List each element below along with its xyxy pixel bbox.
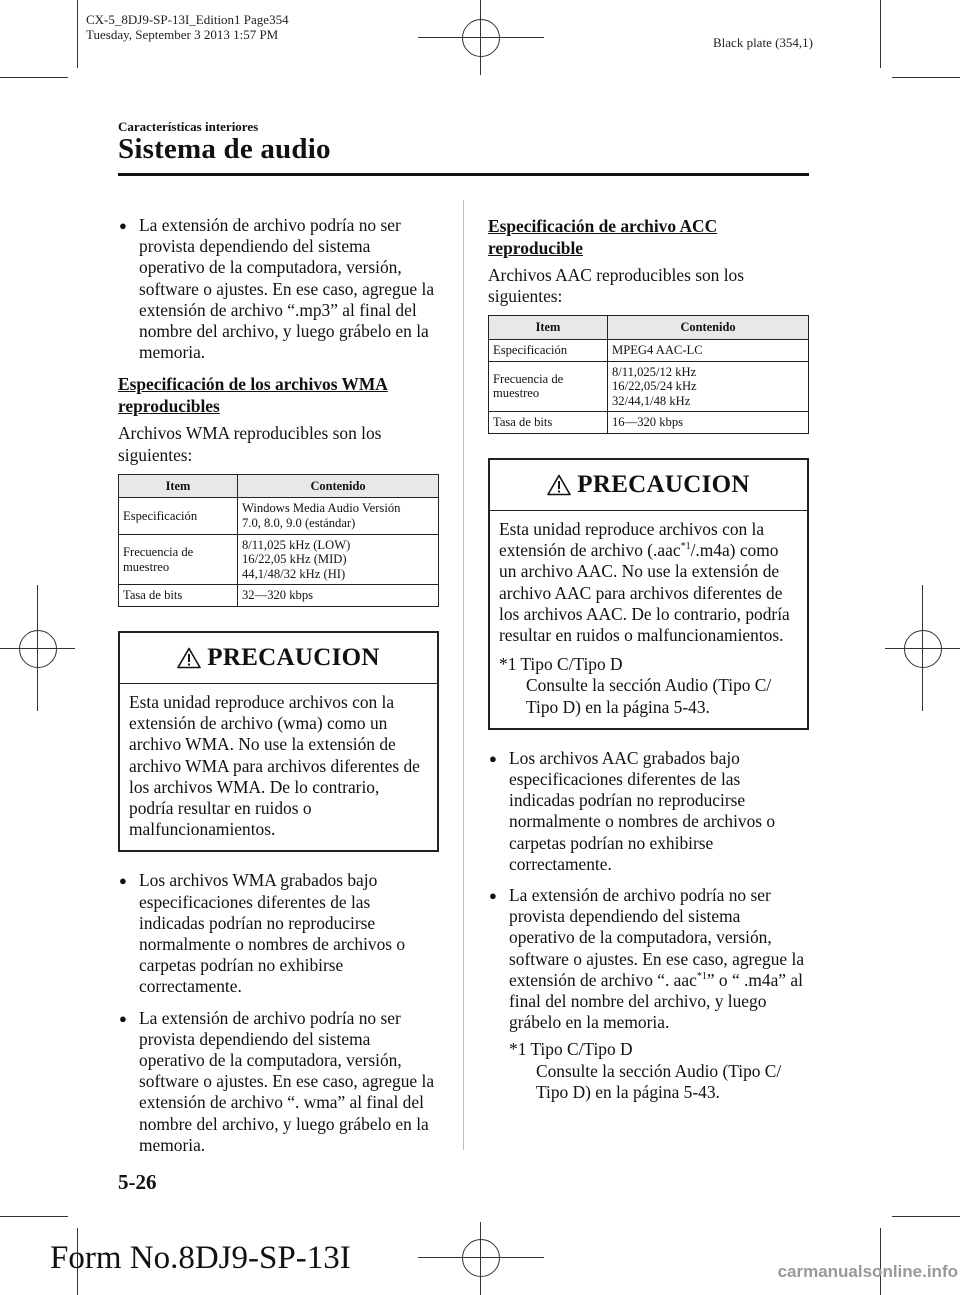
aac-spec-table [488,315,809,434]
crop-mark [892,1216,960,1217]
crop-mark [77,0,78,68]
section-category: Características interiores [118,119,259,134]
warning-triangle-icon [547,474,571,496]
bullet-text: La extensión de archivo podría no ser provista dependiendo del sistema operativo de la computadora, versión, software o ajustes. En ese caso, agregue la extensión de archivo “. wma” al final del nombre del archivo, y luego grábelo en la memoria. [139,1007,435,1155]
column-header-item: Item [119,474,238,498]
list-item [488,885,809,1103]
right-column [488,215,809,1113]
cell-line: 44,1/48/32 kHz (HI) [242,566,346,581]
cell-line: 16/22,05 kHz (MID) [242,552,347,567]
page-title: Sistema de audio [118,133,331,165]
watermark: carmanualsonline.info [777,1262,958,1281]
bullet-text: Los archivos AAC grabados bajo especificaciones diferentes de las indicadas podrían no reproducirse normalmente o nombres de archivos o carpetas podrían no exhibirse correctamente. [509,747,776,874]
column-header-item: Item [489,316,608,340]
footnote [499,654,797,718]
table-cell-content [608,361,809,412]
table-row [489,412,809,434]
caution-box [488,458,809,730]
footnote-reference: Consulte la sección Audio (Tipo C/ Tipo D) en la página 5-43. [526,675,772,717]
table-cell-item: Tasa de bits [119,585,238,607]
cell-line: Windows Media Audio Versión [242,501,401,516]
table-cell-content [238,585,439,607]
caution-header [490,460,807,511]
column-header-content: Contenido [608,316,809,340]
table-cell-item: Frecuencia de muestreo [489,361,608,412]
column-header-content: Contenido [238,474,439,498]
list-item [118,1008,439,1156]
warning-triangle-icon [177,647,201,669]
table-cell-content [608,412,809,434]
print-file-line: CX-5_8DJ9-SP-13I_Edition1 Page354 [86,12,289,27]
footnote-marker: *1 [680,541,691,553]
cell-line: 16―320 kbps [612,415,684,430]
cell-line: 16/22,05/24 kHz [612,379,697,394]
table-cell-content [238,498,439,534]
aac-heading: Especificación de archivo ACC reproducible [488,216,718,258]
caution-text: Esta unidad reproduce archivos con la extensión de archivo (wma) como un archivo WMA. No use la extensión de archivo WMA para archivos diferentes de los archivos WMA. De lo contrario, podría resultar en ruidos o malfuncionamientos. [129,691,420,840]
crop-mark [0,77,68,78]
bullet-icon: ● [119,873,127,889]
registration-circle [904,630,942,668]
column-divider [463,200,464,1150]
caution-box [118,631,439,852]
cell-line: 8/11,025/12 kHz [612,364,697,379]
registration-circle [462,19,500,57]
plate-label: Black plate (354,1) [713,35,813,50]
bullet-text: Los archivos WMA grabados bajo especificaciones diferentes de las indicadas podrían no reproducirse normalmente o nombres de archivos o carpetas podrían no exhibirse correctamente. [139,870,406,997]
print-date-line: Tuesday, September 3 2013 1:57 PM [86,27,279,42]
wma-intro: Archivos WMA reproducibles son los siguientes: [118,423,382,465]
bullet-text-part: La extensión de archivo podría no ser provista dependiendo del sistema operativo de la computadora, versión, software o ajustes. En ese caso, agregue la extensión de archivo “. aac [509,885,805,990]
registration-circle [462,1239,500,1277]
list-item [488,748,809,875]
cell-line: 32―320 kbps [242,588,314,603]
bullet-text [509,885,804,1032]
list-item [118,215,439,363]
footnote [509,1039,809,1103]
crop-mark [880,0,881,68]
table-cell-item: Especificación [119,498,238,534]
table-cell-item: Especificación [489,340,608,362]
caution-text-part: Esta unidad reproduce archivos con la extensión de archivo (.aac [499,518,765,561]
cell-line: MPEG4 AAC-LC [612,343,703,357]
table-row [489,340,809,362]
caution-title: PRECAUCION [207,644,380,672]
caution-title: PRECAUCION [577,471,750,499]
cell-line: 8/11,025 kHz (LOW) [242,537,351,552]
table-header-row [119,474,439,498]
footnote-reference: Consulte la sección Audio (Tipo C/ Tipo D) en la página 5-43. [536,1060,782,1102]
bullet-icon: ● [119,218,127,233]
table-row [119,534,439,585]
table-cell-item: Frecuencia de muestreo [119,534,238,585]
cell-line: 32/44,1/48 kHz [612,393,691,408]
crop-mark [0,1216,68,1217]
aac-intro: Archivos AAC reproducibles son los siguientes: [488,265,745,307]
title-rule [118,173,809,176]
cell-line: 7.0, 8.0, 9.0 (estándar) [242,516,356,531]
table-cell-content [608,340,809,362]
footnote-label: *1 Tipo C/Tipo D [499,654,623,675]
crop-mark [892,77,960,78]
caution-header [120,633,437,684]
form-number: Form No.8DJ9-SP-13I [50,1240,351,1276]
bullet-text-part: ” o “ .m4a” al final del nombre del archivo, y luego grábelo en la memoria. [509,969,803,1033]
bullet-icon: ● [119,1010,127,1026]
bullet-text: La extensión de archivo podría no ser provista dependiendo del sistema operativo de la computadora, versión, software o ajustes. En ese caso, agregue la extensión de archivo “.mp3” al final del nombre del archivo, y luego grábelo en la memoria. [139,215,435,363]
bullet-icon: ● [489,750,497,766]
table-row [489,361,809,412]
page-number: 5-26 [118,1170,157,1194]
table-row [119,585,439,607]
table-header-row [489,316,809,340]
footnote-label: *1 Tipo C/Tipo D [509,1039,633,1060]
wma-spec-table [118,474,439,607]
caution-text [490,511,807,718]
print-header [86,12,289,42]
left-column [118,215,439,1166]
bullet-icon: ● [489,888,497,904]
caution-text-part: /.m4a) como un archivo AAC. No use la extensión de archivo AAC para archivos diferentes de los archivos AAC. De lo contrario, podría resultar en ruidos o malfuncionamientos. [499,540,790,645]
list-item [118,870,439,997]
table-row [119,498,439,534]
table-cell-content [238,534,439,585]
wma-heading: Especificación de los archivos WMA reproducibles [118,374,388,417]
table-cell-item: Tasa de bits [489,412,608,434]
registration-circle [19,630,57,668]
footnote-marker: *1 [696,971,707,983]
